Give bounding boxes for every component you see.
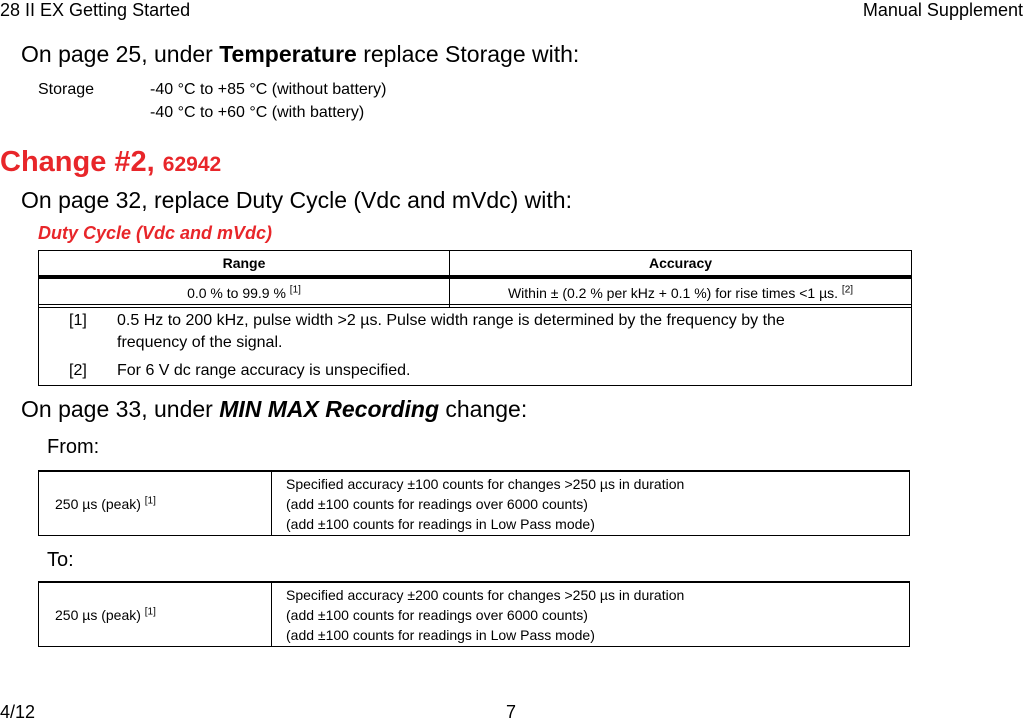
duty-intro: On page 32, replace Duty Cycle (Vdc and mVdc) with: (21, 187, 572, 213)
duty-notes (38, 304, 912, 386)
header-subtitle: Manual Supplement (862, 0, 1023, 20)
storage-line-2: -40 °C to +60 °C (with battery) (150, 104, 365, 121)
to-table (38, 581, 910, 647)
duty-heading: Duty Cycle (Vdc and mVdc) (38, 223, 273, 243)
duty-table (38, 250, 912, 308)
page-number: 7 (506, 702, 517, 722)
from-label: From: (47, 436, 100, 458)
col-range-header: Range (39, 251, 450, 278)
from-range-cell: 250 µs (peak) [1] (39, 471, 272, 536)
table-row (39, 582, 910, 647)
table-row (39, 471, 910, 536)
note-text-1b: frequency of the signal. (117, 334, 283, 351)
temperature-intro: On page 25, under Temperature replace Storage with: (21, 41, 580, 67)
to-label: To: (47, 549, 74, 571)
storage-line-1: -40 °C to +85 °C (without battery) (150, 81, 387, 98)
to-accuracy-cell: Specified accuracy ±200 counts for changes >250 µs in duration (add ±100 counts for readings over 6000 counts) (add ±100 counts for readings in Low Pass mode) (272, 582, 910, 647)
note-mark-2: [2] (69, 362, 87, 379)
col-accuracy-header: Accuracy (450, 251, 912, 278)
minmax-intro: On page 33, under MIN MAX Recording change: (21, 396, 528, 422)
change-title: Change #2, 62942 (0, 146, 222, 178)
footer-date: 4/12 (0, 702, 36, 722)
accuracy-cell: Within ± (0.2 % per kHz + 0.1 %) for rise times <1 µs. [2] (450, 277, 912, 308)
range-cell: 0.0 % to 99.9 % [1] (39, 277, 450, 308)
from-accuracy-cell: Specified accuracy ±100 counts for changes >250 µs in duration (add ±100 counts for readings over 6000 counts) (add ±100 counts for readings in Low Pass mode) (272, 471, 910, 536)
header-title: 28 II EX Getting Started (0, 0, 191, 20)
from-table (38, 470, 910, 536)
note-text-1a: 0.5 Hz to 200 kHz, pulse width >2 µs. Pulse width range is determined by the frequency by the (117, 312, 785, 329)
table-row (39, 277, 912, 308)
note-mark-1: [1] (69, 312, 87, 329)
storage-label: Storage (38, 81, 95, 98)
to-range-cell: 250 µs (peak) [1] (39, 582, 272, 647)
note-text-2: For 6 V dc range accuracy is unspecified. (117, 362, 411, 379)
